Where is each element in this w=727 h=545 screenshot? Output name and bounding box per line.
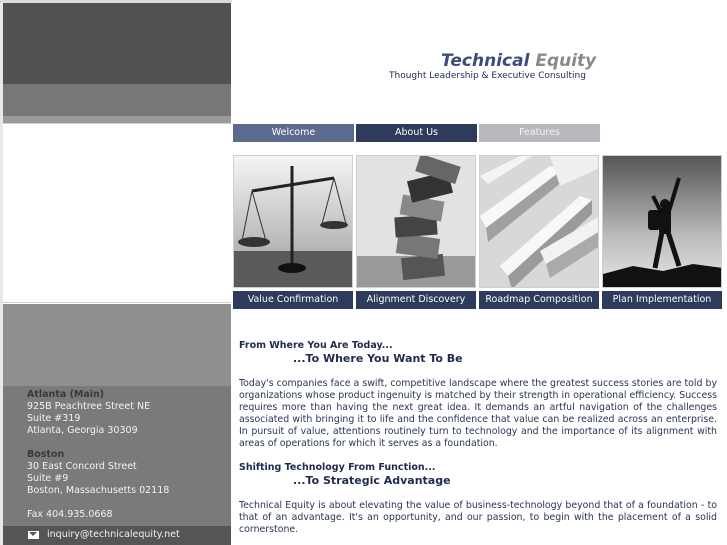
scales-icon bbox=[234, 156, 353, 288]
section1-heading: ...To Where You Want To Be bbox=[293, 352, 463, 365]
stacked-blocks-icon bbox=[357, 156, 476, 288]
boston-title: Boston bbox=[27, 449, 65, 460]
tile-value-confirmation[interactable] bbox=[233, 155, 353, 288]
logo[interactable] bbox=[441, 51, 596, 71]
caption-roadmap-composition[interactable]: Roadmap Composition bbox=[479, 291, 599, 309]
caption-plan-implementation[interactable]: Plan Implementation bbox=[602, 291, 722, 309]
boston-line1: 30 East Concord Street bbox=[27, 461, 137, 472]
section2-subheading: Shifting Technology From Function... bbox=[239, 462, 436, 473]
logo-part-technical: Technical bbox=[441, 51, 530, 71]
atlanta-line1: 925B Peachtree Street NE bbox=[27, 401, 151, 412]
atlanta-line3: Atlanta, Georgia 30309 bbox=[27, 425, 138, 436]
tile-alignment-discovery[interactable] bbox=[356, 155, 476, 288]
sidebar-light-band bbox=[3, 116, 231, 123]
tagline: Thought Leadership & Executive Consulting bbox=[389, 71, 586, 81]
section2-paragraph: Technical Equity is about elevating the value of business-technology beyond that of a foundation - to that of an advantage. It's an opportunity, and our passion, to begin with the placement of a solid cornerstone. bbox=[239, 500, 717, 535]
boston-line2: Suite #9 bbox=[27, 473, 69, 484]
email-link[interactable]: inquiry@technicalequity.net bbox=[47, 529, 180, 540]
section1-paragraph: Today's companies face a swift, competitive landscape where the greatest success stories are told by organizations whose product ingenuity is matched by their strength in operational efficiency. Success requires more than having the next great idea. It demands an artful navigation of the challenges associated with bringing it to life and the confidence that value can be realized across an enterprise. In pursuit of value, attentions routinely turn to technology and the importance of its alignment with areas of operations for which it serves as a foundation. bbox=[239, 378, 717, 449]
nav-about-us[interactable]: About Us bbox=[356, 124, 477, 142]
nav-welcome[interactable]: Welcome bbox=[233, 124, 354, 142]
climber-icon bbox=[603, 156, 722, 288]
envelope-icon bbox=[28, 531, 39, 539]
logo-part-equity: Equity bbox=[535, 51, 597, 71]
section2-heading: ...To Strategic Advantage bbox=[293, 474, 451, 487]
tile-plan-implementation[interactable] bbox=[602, 155, 722, 288]
sidebar-mid-band bbox=[3, 84, 231, 116]
sidebar-gray-band bbox=[3, 304, 231, 386]
maze-icon bbox=[480, 156, 599, 288]
caption-alignment-discovery[interactable]: Alignment Discovery bbox=[356, 291, 476, 309]
section1-subheading: From Where You Are Today... bbox=[239, 340, 393, 351]
sidebar-dark-band bbox=[3, 3, 231, 84]
nav-features[interactable]: Features bbox=[479, 124, 600, 142]
fax-number: Fax 404.935.0668 bbox=[27, 509, 113, 520]
boston-line3: Boston, Massachusetts 02118 bbox=[27, 485, 170, 496]
atlanta-line2: Suite #319 bbox=[27, 413, 81, 424]
caption-value-confirmation[interactable]: Value Confirmation bbox=[233, 291, 353, 309]
atlanta-title: Atlanta (Main) bbox=[27, 389, 105, 400]
tile-roadmap-composition[interactable] bbox=[479, 155, 599, 288]
sidebar-white-panel bbox=[3, 123, 231, 303]
